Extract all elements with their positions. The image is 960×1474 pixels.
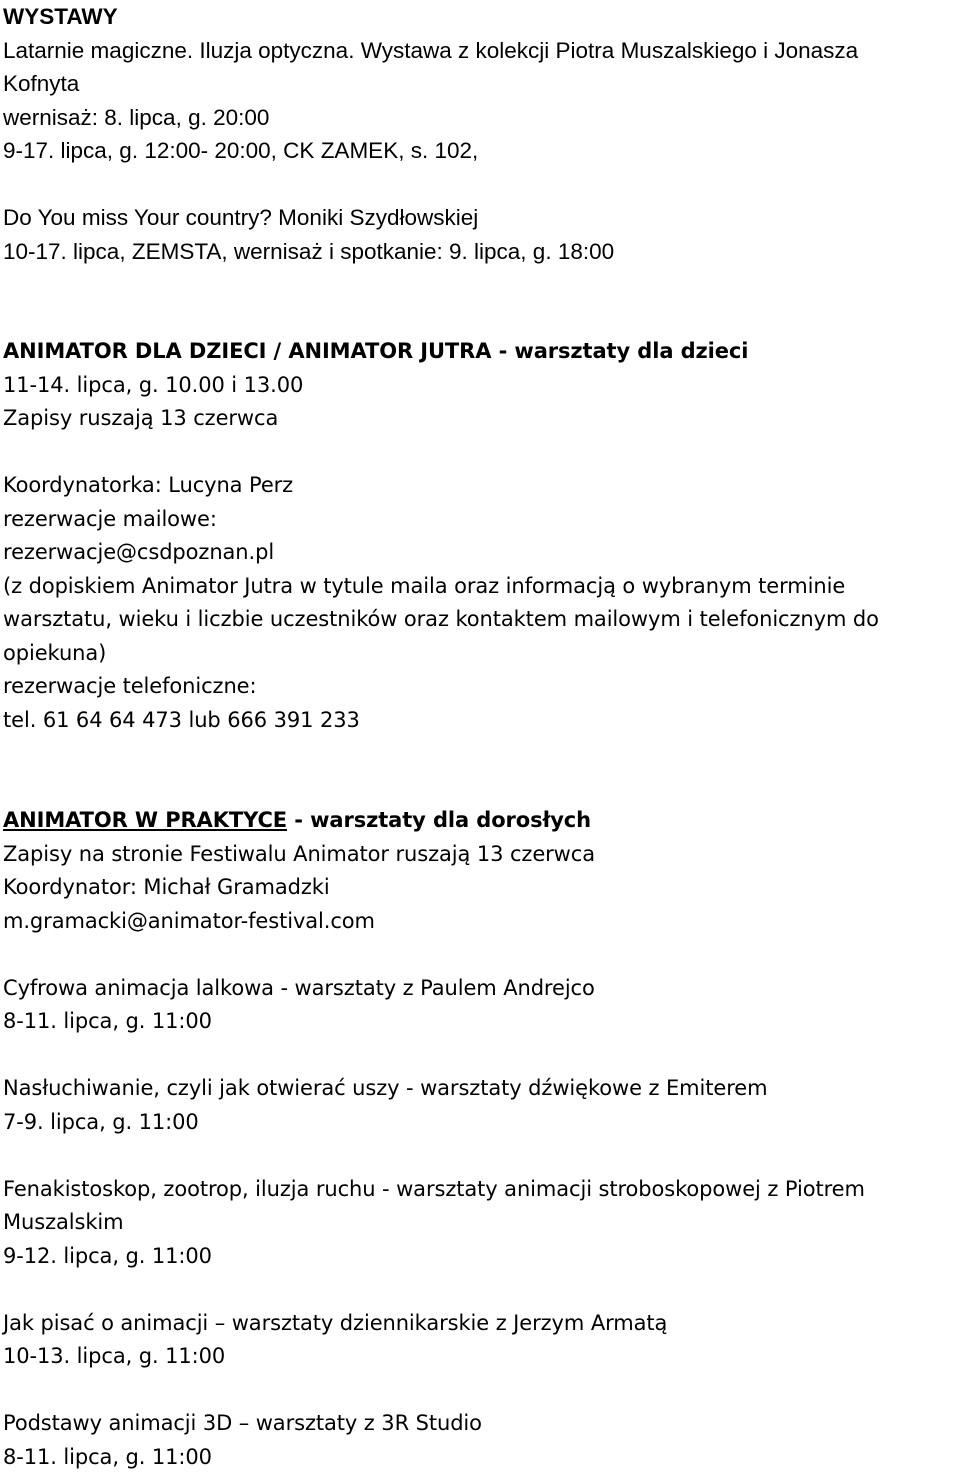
phone-number: tel. 61 64 64 473 lub 666 391 233	[3, 704, 958, 738]
section-heading-animator-dzieci: ANIMATOR DLA DZIECI / ANIMATOR JUTRA - warsztaty dla dzieci	[3, 335, 958, 369]
reservation-note-continued: opiekuna)	[3, 637, 958, 671]
workshop-title: Fenakistoskop, zootrop, iluzja ruchu - warsztaty animacji stroboskopowej z Piotrem	[3, 1173, 958, 1207]
reservation-note-continued: warsztatu, wieku i liczbie uczestników oraz kontaktem mailowym i telefonicznym do	[3, 603, 958, 637]
workshop-item	[3, 1072, 958, 1139]
signup-info: Zapisy na stronie Festiwalu Animator ruszają 13 czerwca	[3, 838, 958, 872]
email-address: rezerwacje@csdpoznan.pl	[3, 536, 958, 570]
workshop-item	[3, 1173, 958, 1274]
spacer	[3, 1039, 958, 1073]
workshop-dates: 8-11. lipca, g. 11:00	[3, 1005, 958, 1039]
workshop-dates: 9-12. lipca, g. 11:00	[3, 1240, 958, 1274]
workshop-dates: 10-13. lipca, g. 11:00	[3, 1340, 958, 1374]
exhibit-title: Do You miss Your country? Moniki Szydłowskiej	[3, 201, 958, 235]
workshop-title: Jak pisać o animacji – warsztaty dziennikarskie z Jerzym Armatą	[3, 1307, 958, 1341]
email-label: rezerwacje mailowe:	[3, 503, 958, 537]
spacer	[3, 1374, 958, 1408]
document-body	[3, 0, 958, 1474]
exhibit-title-continued: Kofnyta	[3, 67, 958, 101]
workshop-item	[3, 1307, 958, 1374]
spacer	[3, 168, 958, 202]
reservation-note: (z dopiskiem Animator Jutra w tytule maila oraz informacją o wybranym terminie	[3, 570, 958, 604]
spacer	[3, 737, 958, 804]
spacer	[3, 268, 958, 335]
section-wystawy	[3, 0, 958, 268]
email-address: m.gramacki@animator-festival.com	[3, 905, 958, 939]
workshop-dates: 7-9. lipca, g. 11:00	[3, 1106, 958, 1140]
exhibit-dates: 10-17. lipca, ZEMSTA, wernisaż i spotkanie: 9. lipca, g. 18:00	[3, 235, 958, 269]
section-heading-animator-praktyce	[3, 804, 958, 838]
workshop-title: Podstawy animacji 3D – warsztaty z 3R Studio	[3, 1407, 958, 1441]
coordinator: Koordynator: Michał Gramadzki	[3, 871, 958, 905]
phone-label: rezerwacje telefoniczne:	[3, 670, 958, 704]
section-heading-wystawy: WYSTAWY	[3, 0, 958, 34]
workshop-title: Cyfrowa animacja lalkowa - warsztaty z Paulem Andrejco	[3, 972, 958, 1006]
spacer	[3, 938, 958, 972]
section-animator-praktyce	[3, 804, 958, 1474]
heading-underlined-part: ANIMATOR W PRAKTYCE	[3, 808, 287, 832]
coordinator: Koordynatorka: Lucyna Perz	[3, 469, 958, 503]
spacer	[3, 1273, 958, 1307]
workshop-dates: 8-11. lipca, g. 11:00	[3, 1441, 958, 1474]
workshop-item	[3, 972, 958, 1039]
workshop-title: Nasłuchiwanie, czyli jak otwierać uszy - warsztaty dźwiękowe z Emiterem	[3, 1072, 958, 1106]
workshop-title-continued: Muszalskim	[3, 1206, 958, 1240]
exhibit-title: Latarnie magiczne. Iluzja optyczna. Wystawa z kolekcji Piotra Muszalskiego i Jonasza	[3, 34, 958, 68]
exhibit-dates: 9-17. lipca, g. 12:00- 20:00, CK ZAMEK, s. 102,	[3, 134, 958, 168]
section-animator-dzieci	[3, 335, 958, 737]
spacer	[3, 1139, 958, 1173]
signup-info: Zapisy ruszają 13 czerwca	[3, 402, 958, 436]
spacer	[3, 436, 958, 470]
heading-rest: - warsztaty dla dorosłych	[287, 808, 591, 832]
exhibit-opening: wernisaż: 8. lipca, g. 20:00	[3, 101, 958, 135]
workshop-dates: 11-14. lipca, g. 10.00 i 13.00	[3, 369, 958, 403]
